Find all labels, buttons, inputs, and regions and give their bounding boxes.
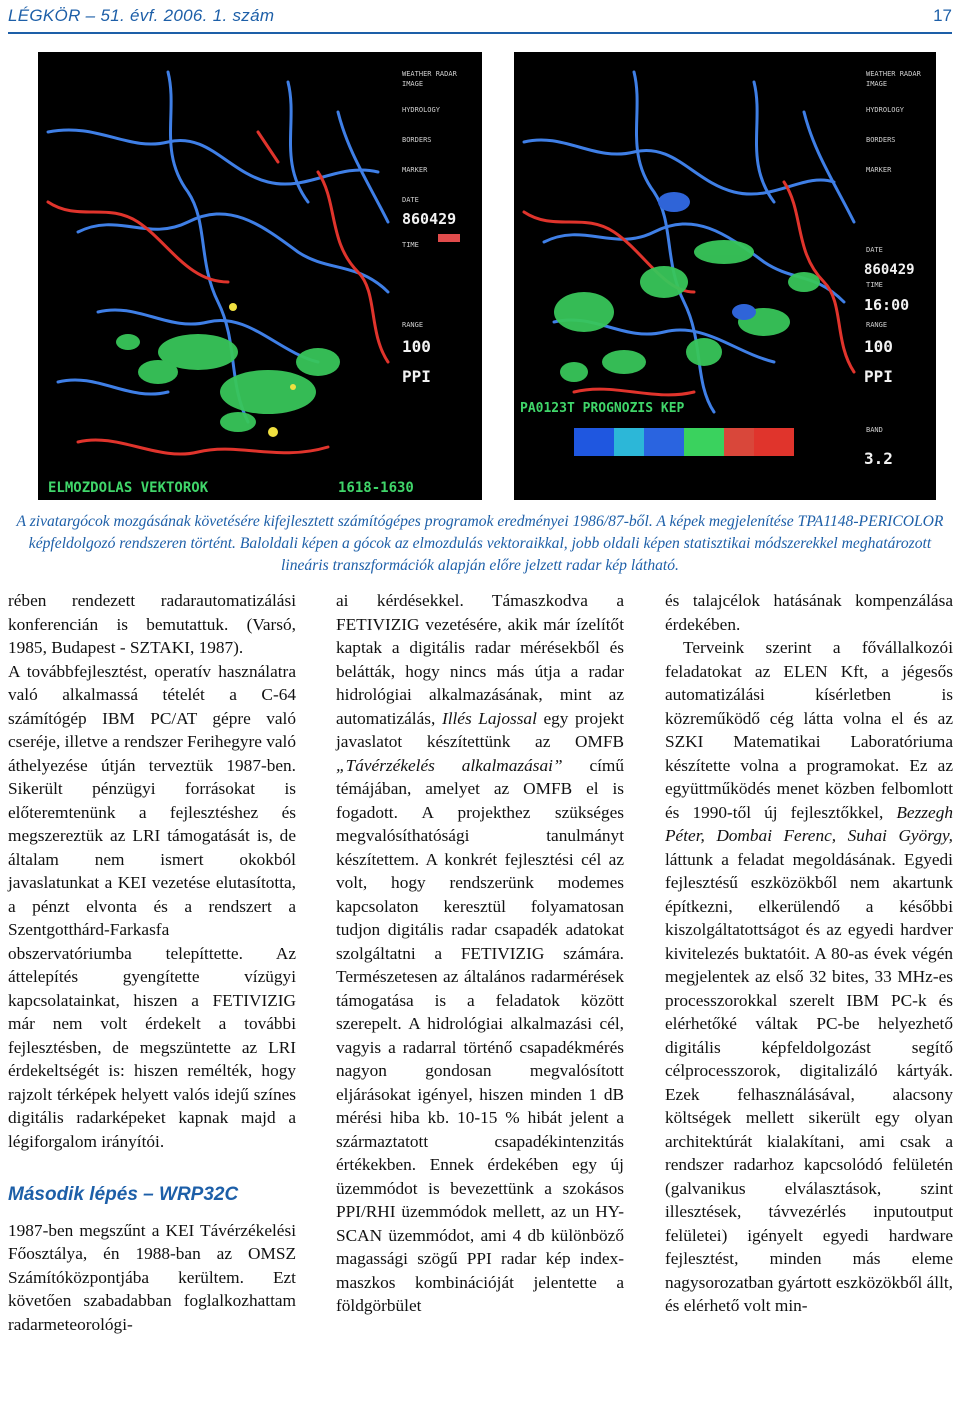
- text-run: ai kérdésekkel. Támaszkodva a FETIVIZIG vezetésére, akik már ízelítőt kaptak a digitális radar mérésekből és belátták, hogy nincs más útja a radar hidrológiai alkalmazásának, mint az automatizálás,: [336, 591, 624, 728]
- text-column-2: [336, 589, 624, 1318]
- svg-text:IMAGE: IMAGE: [402, 80, 424, 88]
- left-time-label: 1618-1630: [338, 480, 414, 496]
- page-number: 17: [933, 6, 952, 25]
- svg-text:TIME: TIME: [866, 281, 883, 289]
- paragraph: [665, 636, 953, 1318]
- left-mode-value: PPI: [402, 367, 431, 386]
- journal-title: LÉGKÖR – 51. évf. 2006. 1. szám: [8, 6, 275, 25]
- text-column-3: [665, 589, 953, 1318]
- text-run: láttunk a feladat megoldásának. Egyedi fejlesztésű eszközökből nem akartunk építkezni, elkerülendő a későbbi kiszolgáltatottságot és az egyedi hardver kivitelezés buktatóit. A 80-as évek végén megjelentek az első 32 bites, 33 MHz-es processzorokkal szerelt IBM PC-k és elérhetőké váltak PC-be helyezhető digitális képfeldolgozást segítő célprocesszorok, digitalizáló kártyák. Ezek felhasználásával, alacsony költségek mellett sikerült egy olyan architektúrát kialakítani, ami csak a rendszer radarhoz kapcsolódó felületén (galvanikus elválasztások, szint illesztések, távvezérlés inputoutput felületei) igényelt egyedi hardware fejlesztést, minden más eleme nagysorozatban gyártott eszközökből állt, és elérhető volt min-: [665, 849, 953, 1315]
- text-run: Terveink szerint a fővállalkozói feladatokat az ELEN Kft, a jégesős automatizálási kísérletben is közreműködő cég látta volna el és az SZKI Matematikai Laboratóriuma készítette volna a programokat. Ez az együttműködés menet közben felbomlott és 1990-től új fejlesztőkkel,: [665, 638, 953, 822]
- svg-text:HYDROLOGY: HYDROLOGY: [866, 106, 904, 114]
- radar-image-forecast: [514, 52, 936, 500]
- svg-text:IMAGE: IMAGE: [866, 80, 888, 88]
- svg-text:TIME: TIME: [402, 241, 419, 249]
- project-title: „Távérzékelés alkalmazásai”: [336, 755, 563, 775]
- svg-text:WEATHER RADAR: WEATHER RADAR: [866, 70, 921, 78]
- radar-image-motion-vectors: [38, 52, 482, 500]
- right-bottom-label: PA0123T PROGNOZIS KEP: [520, 401, 685, 416]
- paragraph: A továbbfejlesztést, operatív használatra való alkalmassá tételét a C-64 számítógép IBM PC/AT gépre való cseréje, illetve a rendszer Ferihegyre való áthelyezése útján terveztük 1987-ben. Sikerült pénzügyi forrásokat is előteremtenünk a fejlesztéshez és megszereztük az LRI támogatását is, de általam nem ismert okokból javaslatunkat a KEI vezetése elutasította, a pénzt elvonta és a rendszert a Szentgotthárd-Farkasfa obszervatóriumba telepíttette. Az áttelepítés gyengítette vízügyi kapcsolatainkat, hiszen a FETIVIZIG már nem volt érdekelt a további fejlesztésben, de megszüntette az LRI érdekeltségét is: hiszen remélték, hogy rajzolt térképek helyett valós idejű színes digitális radarképeket kapnak majd a légiforgalom irányítói.: [8, 661, 296, 1151]
- text-run: egy projekt javaslatot készítettünk az OMFB: [336, 708, 624, 751]
- svg-text:MARKER: MARKER: [402, 166, 428, 174]
- right-date-value: 860429: [864, 262, 915, 278]
- right-band-value: 3.2: [864, 449, 893, 468]
- left-range-value: 100: [402, 337, 431, 356]
- right-mode-value: PPI: [864, 367, 893, 386]
- svg-text:HYDROLOGY: HYDROLOGY: [402, 106, 440, 114]
- paragraph: és talajcélok hatásának kompenzálása érdekében.: [665, 591, 953, 634]
- svg-text:RANGE: RANGE: [866, 321, 888, 329]
- text-column-1: [8, 589, 296, 1336]
- svg-text:RANGE: RANGE: [402, 321, 424, 329]
- right-time-value: 16:00: [864, 296, 910, 314]
- svg-text:BORDERS: BORDERS: [866, 136, 896, 144]
- svg-text:WEATHER RADAR: WEATHER RADAR: [402, 70, 457, 78]
- text-run: című témájában, amelyet az OMFB el is fogadott. A projekthez szükséges megvalósíthatósági tanulmányt készítettem. A konkrét fejlesztési cél az volt, hogy rendszerünk modemes kapcsolaton keresztül folyamatosan tudjon digitális radar csapadék adatokat szolgáltatni a FETIVIZIG számára. Természetesen az általános radarmérések támogatása is a feladatok között szerepelt. A hidrológiai alkalmazási cél, vagyis a radarral történő csapadékmérés nagyon gondosan megvalósított eljárásokat igényel, hiszen minden 1 dB mérési hiba kb. 10-15 % hibát jelent a származtatott csapadékintenzitás értékekben. Ennek érdekében egy új üzemmódot is bevezettünk a szokásos PPI/RHI üzemmódok mellett, az un HY-SCAN üzemmódot, ami 4 db különböző magassági szögű PPI radar kép index-maszkos kombinációját jelentette a földgörbület: [336, 755, 624, 1315]
- paragraph: 1987-ben megszűnt a KEI Távérzékelési Főosztálya, én 1988-ban az OMSZ Számítóközpontjába kerültem. Ezt követően szabadabban foglalkozhattam radarmeteorológi-: [8, 1220, 296, 1334]
- svg-text:BAND: BAND: [866, 426, 883, 434]
- svg-text:BORDERS: BORDERS: [402, 136, 432, 144]
- running-header: [8, 4, 952, 30]
- person-name: Illés Lajossal: [441, 708, 537, 728]
- paragraph: rében rendezett radarautomatizálási konferencián is bemutattuk. (Varsó, 1985, Budapest - SZTAKI, 1987).: [8, 591, 296, 657]
- figure-caption: A zivatargócok mozgásának követésére kifejlesztett számítógépes programok eredményei 1986/87-ből. A képek megjelenítése TPA1148-PERICOLOR képfeldolgozó rendszeren történt. Baloldali képen a gócok az elmozdulás vektoraikkal, jobb oldali képen statisztikai módszerekkel meghatározott lineáris transzformációk alapján előre jelzett radar kép látható.: [16, 513, 944, 574]
- right-range-value: 100: [864, 337, 893, 356]
- left-bottom-label: ELMOZDOLAS VEKTOROK: [48, 480, 209, 496]
- paragraph: [336, 589, 624, 1318]
- svg-text:DATE: DATE: [866, 246, 883, 254]
- svg-text:DATE: DATE: [402, 196, 419, 204]
- svg-text:MARKER: MARKER: [866, 166, 892, 174]
- section-heading: Második lépés – WRP32C: [8, 1184, 239, 1205]
- person-names: Bezzegh Péter, Dombai Ferenc, Suhai György,: [665, 802, 953, 845]
- header-rule: [8, 32, 952, 34]
- left-date-value: 860429: [402, 210, 457, 228]
